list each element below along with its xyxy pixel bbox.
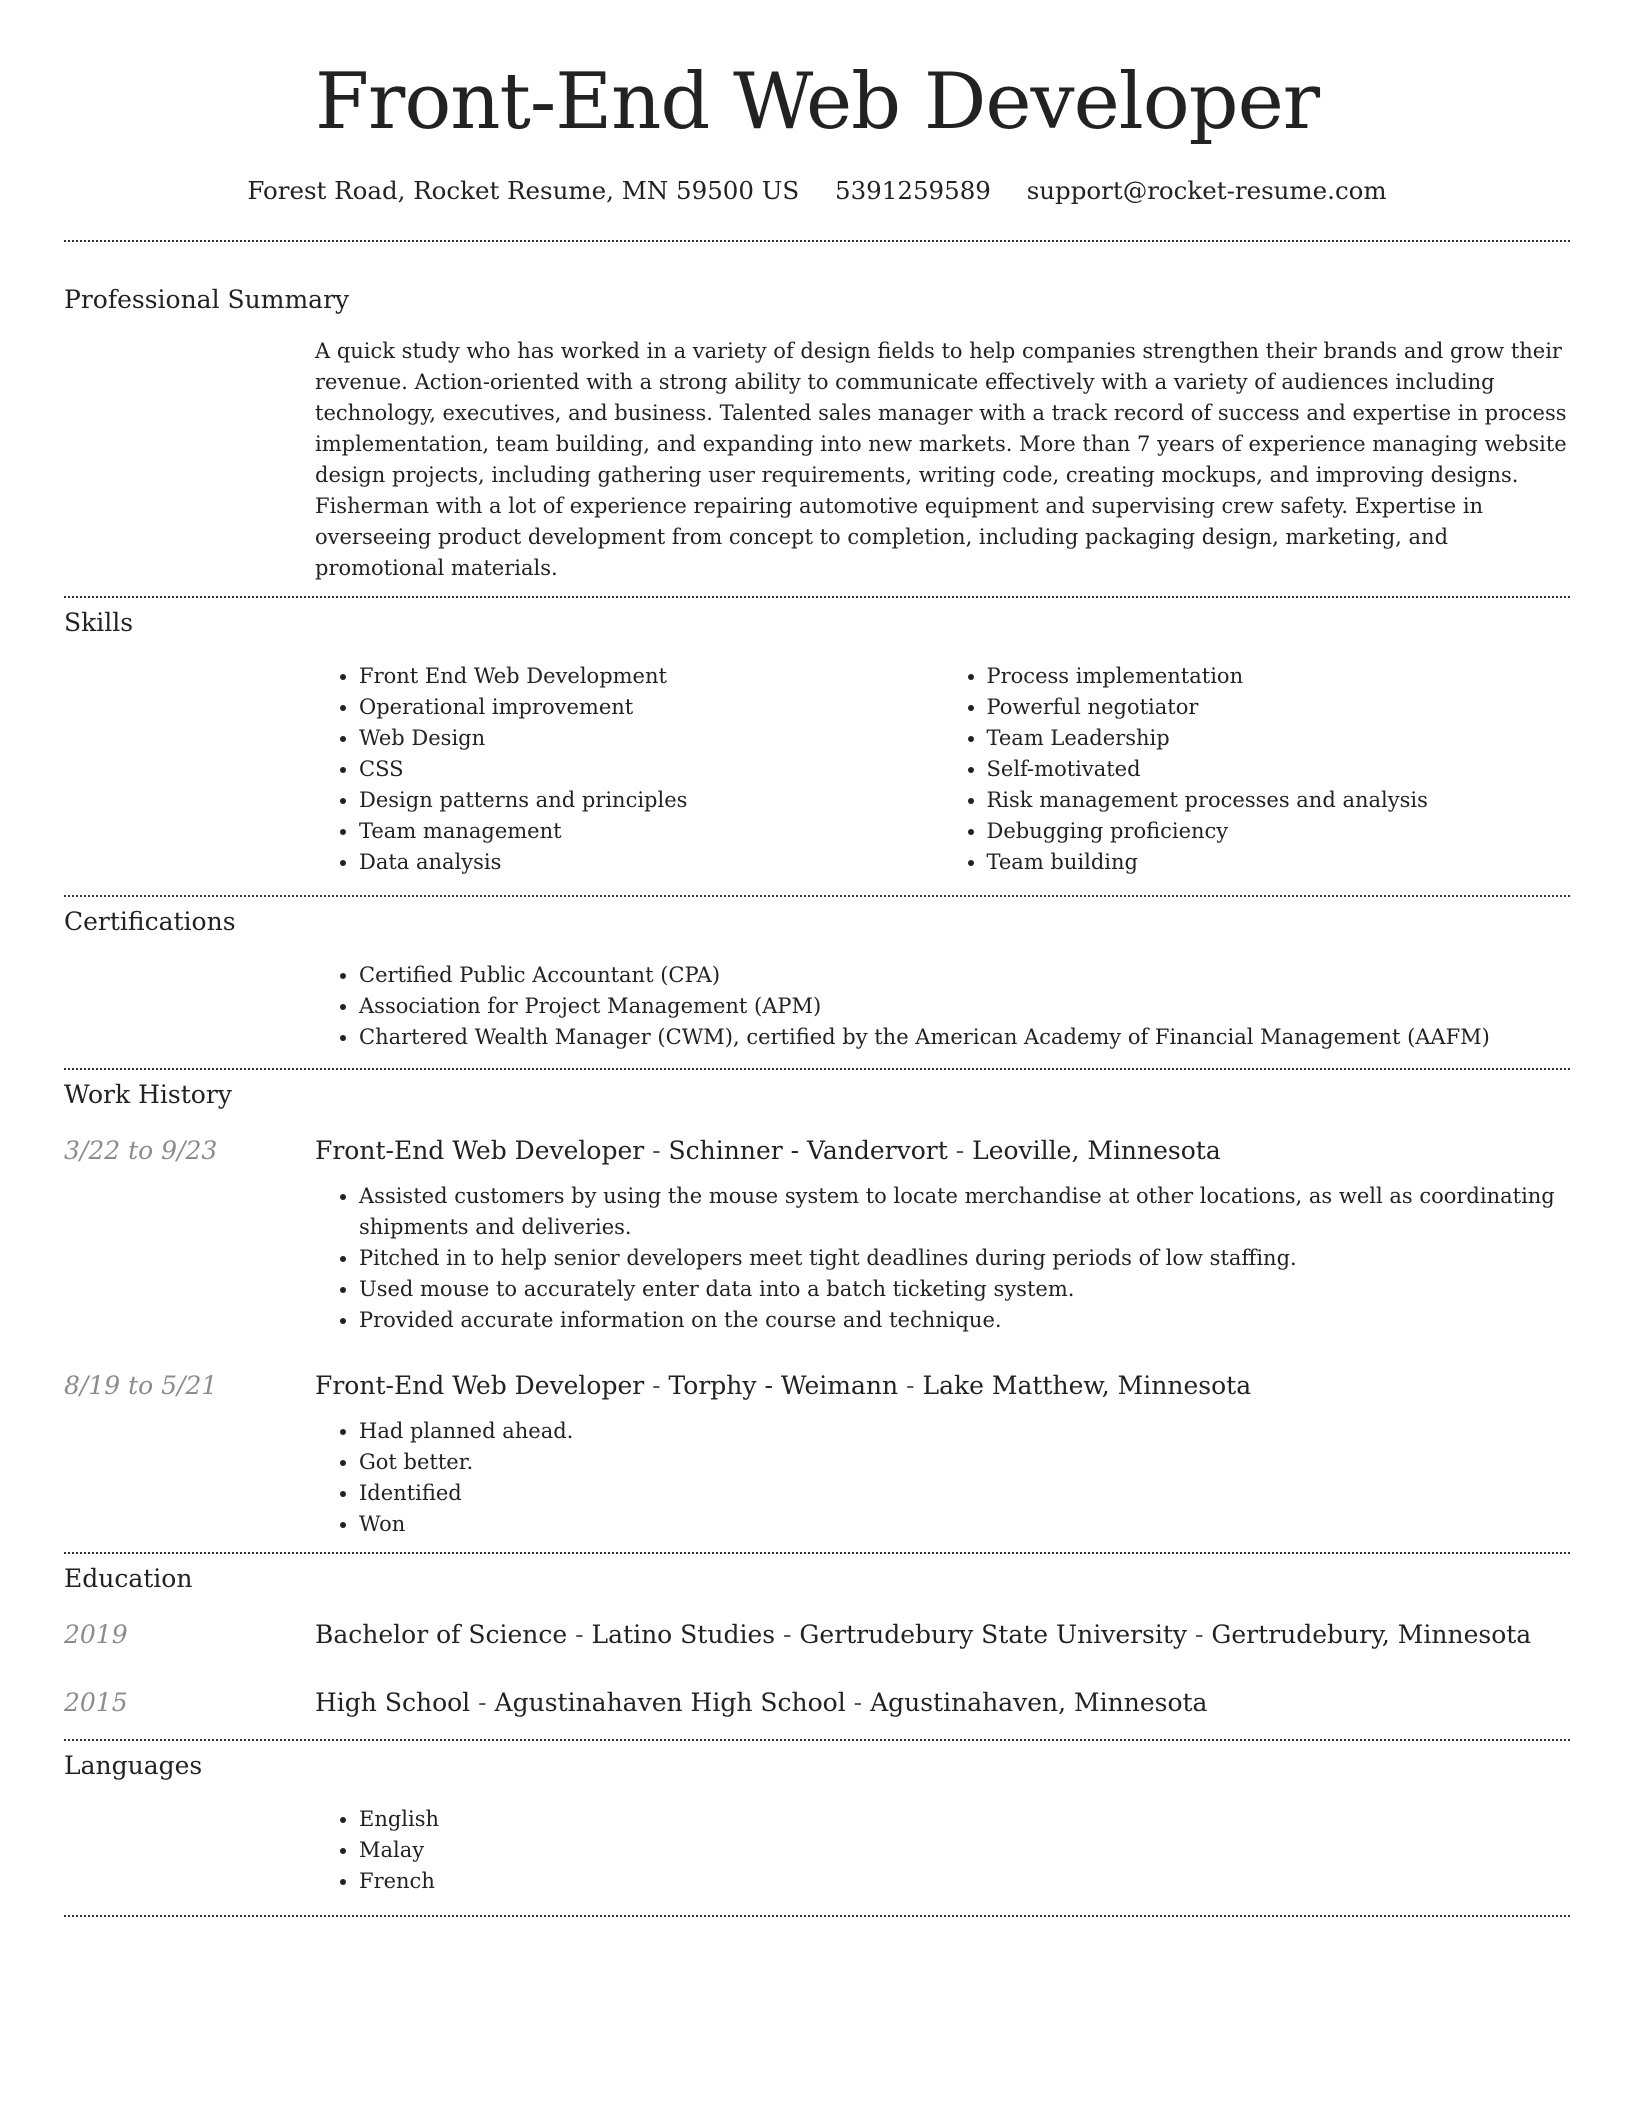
education-year: 2019 (64, 1620, 128, 1649)
certifications-list (315, 960, 1570, 1053)
section-title-education: Education (64, 1564, 193, 1593)
phone: 5391259589 (835, 176, 991, 205)
section-title-languages: Languages (64, 1751, 203, 1780)
resume-page (64, 0, 1570, 1917)
separator: - (644, 1371, 669, 1400)
skill-item: • Operational improvement (359, 692, 943, 723)
education-line (315, 1619, 1531, 1651)
skills-list-left (315, 661, 943, 878)
job-bullet: • Provided accurate information on the course and technique. (359, 1305, 1570, 1336)
language-item: • French (359, 1866, 1570, 1897)
skill-item: • Powerful negotiator (987, 692, 1571, 723)
separator: - (1187, 1620, 1212, 1649)
education-school: Agustinahaven High School (494, 1688, 846, 1717)
job-bullet: • Got better. (359, 1447, 1570, 1478)
skill-item: • Team management (359, 816, 943, 847)
divider (64, 1915, 1570, 1917)
separator: - (898, 1371, 923, 1400)
skill-item: • Web Design (359, 723, 943, 754)
contact-info (64, 176, 1570, 206)
job-entry (64, 1370, 1570, 1540)
section-title-summary: Professional Summary (64, 285, 350, 314)
education-degree: High School (315, 1688, 471, 1717)
certification-item: • Certified Public Accountant (CPA) (359, 960, 1570, 991)
certification-item: • Chartered Wealth Manager (CWM), certified by the American Academy of Financial Management (AAFM) (359, 1022, 1570, 1053)
job-dates: 8/19 to 5/21 (64, 1371, 218, 1400)
separator: - (567, 1620, 592, 1649)
job-entry (64, 1135, 1570, 1336)
job-bullet: • Used mouse to accurately enter data into a batch ticketing system. (359, 1274, 1570, 1305)
job-role: Front-End Web Developer (315, 1371, 645, 1400)
education-line (315, 1687, 1207, 1719)
skills-section (64, 598, 1570, 878)
education-section (64, 1554, 1570, 1719)
job-company: Schinner - Vandervort (668, 1136, 948, 1165)
email: support@rocket-resume.com (1026, 176, 1387, 205)
section-title-skills: Skills (64, 608, 134, 637)
education-degree: Bachelor of Science (315, 1620, 568, 1649)
language-item: • English (359, 1804, 1570, 1835)
job-title-line (315, 1135, 1221, 1167)
skill-item: • Design patterns and principles (359, 785, 943, 816)
address: Forest Road, Rocket Resume, MN 59500 US (247, 176, 800, 205)
job-bullets (315, 1181, 1570, 1336)
section-title-work-history: Work History (64, 1080, 232, 1109)
education-location: Gertrudebury, Minnesota (1211, 1620, 1532, 1649)
education-entry (64, 1687, 1570, 1719)
languages-list (315, 1804, 1570, 1897)
job-company: Torphy - Weimann (668, 1371, 899, 1400)
education-entry (64, 1619, 1570, 1651)
education-school: Gertrudebury State University (799, 1620, 1188, 1649)
job-location: Lake Matthew, Minnesota (922, 1371, 1252, 1400)
job-bullet: • Won (359, 1509, 1570, 1540)
work-history-section (64, 1070, 1570, 1540)
skill-item: • Data analysis (359, 847, 943, 878)
job-bullet: • Identified (359, 1478, 1570, 1509)
separator: - (644, 1136, 669, 1165)
certifications-section (64, 897, 1570, 1053)
job-location: Leoville, Minnesota (972, 1136, 1221, 1165)
separator: - (775, 1620, 800, 1649)
separator: - (947, 1136, 973, 1165)
language-item: • Malay (359, 1835, 1570, 1866)
job-bullet: • Pitched in to help senior developers meet tight deadlines during periods of low staffing. (359, 1243, 1570, 1274)
job-bullets (315, 1416, 1570, 1540)
skill-item: • CSS (359, 754, 943, 785)
education-year: 2015 (64, 1688, 128, 1717)
job-bullet: • Had planned ahead. (359, 1416, 1570, 1447)
skill-item: • Team building (987, 847, 1571, 878)
skill-item: • Debugging proficiency (987, 816, 1571, 847)
job-bullet: • Assisted customers by using the mouse system to locate merchandise at other locations, as well as coordinating shipments and deliveries. (359, 1181, 1570, 1243)
section-title-certifications: Certifications (64, 907, 236, 936)
job-dates: 3/22 to 9/23 (64, 1136, 218, 1165)
candidate-name: Front-End Web Developer (314, 57, 1320, 147)
job-role: Front-End Web Developer (315, 1136, 645, 1165)
skill-item: • Process implementation (987, 661, 1571, 692)
education-location: Agustinahaven, Minnesota (870, 1688, 1208, 1717)
skill-item: • Risk management processes and analysis (987, 785, 1571, 816)
languages-section (64, 1741, 1570, 1897)
skill-item: • Front End Web Development (359, 661, 943, 692)
skill-item: • Self-motivated (987, 754, 1571, 785)
job-title-line (315, 1370, 1251, 1402)
education-field: Latino Studies (591, 1620, 776, 1649)
certification-item: • Association for Project Management (APM) (359, 991, 1570, 1022)
separator: - (845, 1688, 871, 1717)
summary-section (64, 242, 1570, 584)
separator: - (470, 1688, 495, 1717)
skill-item: • Team Leadership (987, 723, 1571, 754)
summary-text: A quick study who has worked in a variety of design fields to help companies strengthen their brands and grow their revenue. Action-oriented with a strong ability to communicate effectively with a variety of audiences including technology, executives, and business. Talented sales manager with a track record of success and expertise in process implementation, team building, and expanding into new markets. More than 7 years of experience managing website design projects, including gathering user requirements, writing code, creating mockups, and improving designs. Fisherman with a lot of experience repairing automotive equipment and supervising crew safety. Expertise in overseeing product development from concept to completion, including packaging design, marketing, and promotional materials. (315, 339, 1567, 580)
skills-list-right (943, 661, 1571, 878)
